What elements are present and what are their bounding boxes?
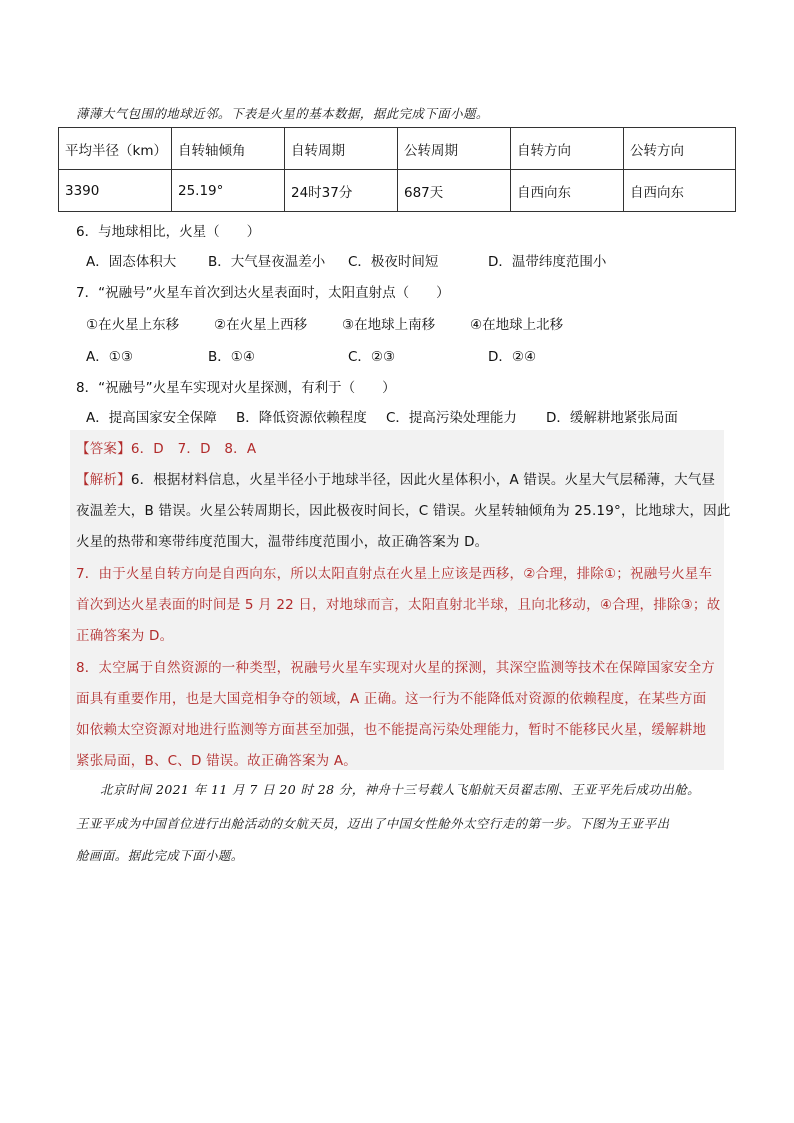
table-header-cell: 平均半径（km）	[59, 128, 172, 170]
table-cell: 25.19°	[172, 170, 285, 212]
question-8-stem: 8．“祝融号”火星车实现对火星探测，有利于（ ）	[76, 380, 396, 396]
q7-option-c: C．②③	[348, 349, 396, 365]
analysis-label: 【解析】	[76, 472, 131, 488]
table-row	[59, 170, 736, 212]
q7-option-b: B．①④	[208, 349, 255, 365]
table-header-cell: 自转轴倾角	[172, 128, 285, 170]
table-cell: 24时37分	[285, 170, 398, 212]
q8-option-d: D．缓解耕地紧张局面	[546, 410, 678, 426]
q7-item-4: ④在地球上北移	[470, 317, 564, 333]
q8-option-c: C．提高污染处理能力	[386, 410, 517, 426]
table-cell: 687天	[398, 170, 511, 212]
answer-text: 6．D 7．D 8．A	[130, 441, 257, 457]
analysis-line: 紧张局面，B、C、D 错误。故正确答案为 A。	[76, 753, 358, 769]
passage-line: 北京时间 2021 年 11 月 7 日 20 时 28 分，神舟十三号载人飞船航天员翟志刚、王亚平先后成功出舱。	[100, 782, 701, 797]
analysis-line: 夜温差大，B 错误。火星公转周期长，因此极夜时间长，C 错误。火星转轴倾角为 25.19°，比地球大，因此	[76, 503, 731, 519]
table-cell: 自西向东	[624, 170, 736, 212]
q6-option-b: B．大气昼夜温差小	[208, 254, 326, 270]
q8-option-b: B．降低资源依赖程度	[236, 410, 367, 426]
question-6-stem: 6．与地球相比，火星（ ）	[76, 224, 261, 240]
q7-item-3: ③在地球上南移	[342, 317, 436, 333]
q6-option-c: C．极夜时间短	[348, 254, 439, 270]
analysis-line: 正确答案为 D。	[76, 628, 174, 644]
analysis-line: 如依赖太空资源对地进行监测等方面甚至加强，也不能提高污染处理能力，暂时不能移民火星，缓解耕地	[76, 722, 707, 738]
q7-item-1: ①在火星上东移	[86, 317, 180, 333]
q7-option-a: A．①③	[86, 349, 133, 365]
passage-line: 王亚平成为中国首位进行出舱活动的女航天员，迈出了中国女性舱外太空行走的第一步。下图为王亚平出	[76, 816, 670, 831]
passage-line: 舱画面。据此完成下面小题。	[76, 848, 244, 863]
intro-text: 薄薄大气包围的地球近邻。下表是火星的基本数据，据此完成下面小题。	[76, 106, 489, 121]
analysis-line: 8．太空属于自然资源的一种类型，祝融号火星车实现对火星的探测，其深空监测等技术在保障国家安全方	[76, 660, 715, 676]
question-7-stem: 7．“祝融号”火星车首次到达火星表面时，太阳直射点（ ）	[76, 285, 450, 301]
q7-option-d: D．②④	[488, 349, 537, 365]
analysis-line: 7．由于火星自转方向是自西向东，所以太阳直射点在火星上应该是西移，②合理，排除①；祝融号火星车	[76, 566, 713, 582]
q6-option-a: A．固态体积大	[86, 254, 177, 270]
analysis-text: 6．根据材料信息，火星半径小于地球半径，因此火星体积小，A 错误。火星大气层稀薄，大气昼	[130, 472, 716, 488]
analysis-line: 火星的热带和寒带纬度范围大，温带纬度范围小，故正确答案为 D。	[76, 534, 489, 550]
q7-item-2: ②在火星上西移	[214, 317, 308, 333]
table-header-cell: 公转周期	[398, 128, 511, 170]
table-header-cell: 公转方向	[624, 128, 736, 170]
analysis-line: 面具有重要作用，也是大国竞相争夺的领域，A 正确。这一行为不能降低对资源的依赖程度，在某些方面	[76, 691, 707, 707]
mars-data-table	[58, 127, 736, 212]
answer-label: 【答案】	[76, 441, 131, 457]
analysis-line: 首次到达火星表面的时间是 5 月 22 日，对地球而言，太阳直射北半球，且向北移动，④合理，排除③；故	[76, 597, 721, 613]
table-header-cell: 自转方向	[511, 128, 624, 170]
table-header-row	[59, 128, 736, 170]
table-header-cell: 自转周期	[285, 128, 398, 170]
table-cell: 自西向东	[511, 170, 624, 212]
table-cell: 3390	[59, 170, 172, 212]
q6-option-d: D．温带纬度范围小	[488, 254, 607, 270]
q8-option-a: A．提高国家安全保障	[86, 410, 217, 426]
answer-line	[76, 437, 728, 457]
analysis-line	[76, 468, 728, 488]
